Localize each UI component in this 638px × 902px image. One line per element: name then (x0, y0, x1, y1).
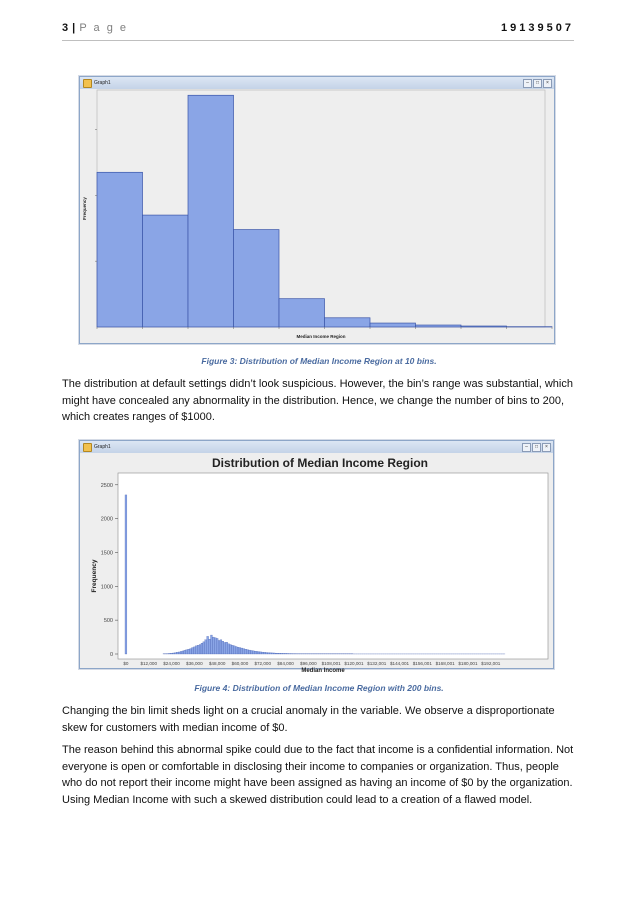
bar (125, 495, 127, 654)
bar (97, 172, 143, 327)
bar (216, 638, 218, 654)
x-tick-label: $108,001 (321, 661, 341, 666)
x-tick-label: $192,001 (481, 661, 501, 666)
page-number: 3 | P a g e (62, 22, 128, 34)
plot-area (118, 473, 548, 659)
y-tick-label: 0 (109, 652, 113, 658)
y-tick-label: 500 (103, 618, 113, 625)
bar (205, 640, 207, 654)
bar (252, 651, 254, 654)
bar (254, 651, 256, 654)
window-title: Graph1 (94, 80, 111, 86)
paragraph-3: The reason behind this abnormal spike could due to the fact that income is a confidential information. Not everyone is open or comfortable in disclosing their income to companies or organization. Thus, people who do not report their income might have been assigned as having an income of $0 by the organization. Using Median Income with such a skewed distribution could lead to a creation of a flawed model. (62, 744, 574, 806)
window-app-icon (83, 443, 92, 452)
bar (268, 653, 270, 654)
bar (234, 230, 280, 327)
bar (218, 640, 220, 654)
bar (279, 299, 325, 327)
bar (416, 325, 462, 327)
x-tick-label: $84,000 (277, 661, 294, 666)
bar (186, 650, 188, 654)
bar (176, 652, 178, 654)
paragraph-2: Changing the bin limit sheds light on a crucial anomaly in the variable. We observe a disproportionate skew for customers with median income of $0. (62, 705, 555, 734)
x-tick-label: $156,001 (412, 661, 432, 666)
bar (264, 652, 266, 654)
y-tick-label: 1000 (100, 584, 113, 591)
bar (266, 653, 268, 654)
bar (271, 653, 273, 654)
bar (370, 323, 416, 327)
figure3-caption: Figure 3: Distribution of Median Income Region at 10 bins. (201, 356, 437, 366)
bar (233, 646, 235, 654)
bar (169, 653, 171, 654)
bar (277, 653, 279, 654)
bar (256, 651, 258, 654)
x-tick-label: $0 (123, 661, 129, 666)
bar (245, 649, 247, 654)
bar (174, 653, 176, 654)
minimize-icon[interactable]: – (522, 443, 531, 452)
bar (249, 650, 251, 654)
x-tick-label: $12,000 (140, 661, 158, 666)
bar (224, 642, 226, 654)
bar (209, 639, 211, 654)
x-axis-label: Median Income (301, 668, 345, 674)
student-id: 19139507 (501, 22, 574, 34)
x-tick-label: $60,000 (231, 661, 249, 666)
histogram-200-bins (80, 454, 553, 674)
bar (250, 650, 252, 654)
y-tick-label: 2000 (100, 516, 113, 523)
bar (228, 644, 230, 654)
bar (273, 653, 275, 654)
x-tick-label: $24,000 (163, 661, 180, 666)
x-tick-label: $48,000 (208, 661, 226, 666)
y-axis-label: Frequency (82, 197, 87, 220)
bar (171, 653, 173, 654)
bar (214, 638, 216, 654)
chart-title: Distribution of Median Income Region (212, 456, 428, 470)
bar (188, 649, 190, 654)
bar (247, 650, 249, 654)
bar (201, 643, 203, 654)
close-icon[interactable]: × (543, 79, 552, 88)
x-tick-label: $96,000 (300, 661, 317, 666)
maximize-icon[interactable]: □ (533, 79, 542, 88)
bar (279, 653, 281, 654)
bar (182, 651, 184, 654)
bar (281, 653, 283, 654)
bar (207, 636, 209, 654)
x-tick-label: $72,000 (254, 661, 272, 666)
bar (325, 318, 371, 327)
bar (241, 648, 243, 654)
bar (260, 652, 262, 654)
bar (190, 649, 192, 654)
bar (269, 653, 271, 654)
close-icon[interactable]: × (542, 443, 551, 452)
window-titlebar (80, 77, 554, 89)
graph-window-figure4 (79, 440, 554, 674)
bar (461, 326, 507, 327)
bar (285, 653, 287, 654)
bar (275, 653, 277, 654)
bar (192, 648, 194, 654)
bar (173, 653, 175, 654)
maximize-icon[interactable]: □ (532, 443, 541, 452)
bar (235, 647, 237, 654)
window-app-icon (83, 79, 92, 88)
bar (203, 642, 205, 654)
bar (211, 635, 213, 654)
y-axis-label: Frequency (91, 559, 98, 593)
page-header (62, 18, 574, 41)
histogram-10-bins (80, 90, 554, 342)
bar (283, 653, 285, 654)
paragraph-1: The distribution at default settings didn’t look suspicious. However, the bin’s range was substantial, which might have concealed any abnormality in the distribution. Hence, we change the number of bins to 200, which creates ranges of $1000. (62, 378, 573, 423)
y-tick-label: 2500 (100, 482, 113, 489)
x-tick-label: $168,001 (435, 661, 455, 666)
bar (230, 645, 232, 654)
minimize-icon[interactable]: – (523, 79, 532, 88)
bar (184, 650, 186, 654)
bar (197, 645, 199, 654)
x-tick-label: $132,001 (367, 661, 387, 666)
graph-window-figure3 (79, 76, 555, 344)
bar (237, 647, 239, 654)
bar (143, 215, 189, 327)
bar (226, 642, 228, 654)
x-tick-label: $120,001 (344, 661, 364, 666)
bar (195, 646, 197, 654)
bar (180, 651, 182, 654)
bar (231, 645, 233, 654)
bar (262, 652, 264, 654)
bar (199, 645, 201, 654)
x-tick-label: $144,001 (389, 661, 410, 666)
bar (222, 641, 224, 654)
bar (178, 652, 180, 654)
bar (243, 649, 245, 654)
bar (239, 648, 241, 654)
bar (220, 640, 222, 654)
x-tick-label: $180,001 (458, 661, 478, 666)
x-axis-label: Median Income Region (296, 334, 346, 339)
window-title: Graph1 (94, 444, 111, 450)
y-tick-label: 1500 (100, 550, 113, 557)
bar (188, 95, 234, 327)
window-titlebar (80, 441, 553, 453)
bar (287, 653, 289, 654)
bar (212, 637, 214, 654)
x-tick-label: $36,000 (186, 661, 203, 666)
bar (258, 652, 260, 654)
figure4-caption: Figure 4: Distribution of Median Income Region with 200 bins. (194, 683, 444, 693)
bar (193, 647, 195, 654)
